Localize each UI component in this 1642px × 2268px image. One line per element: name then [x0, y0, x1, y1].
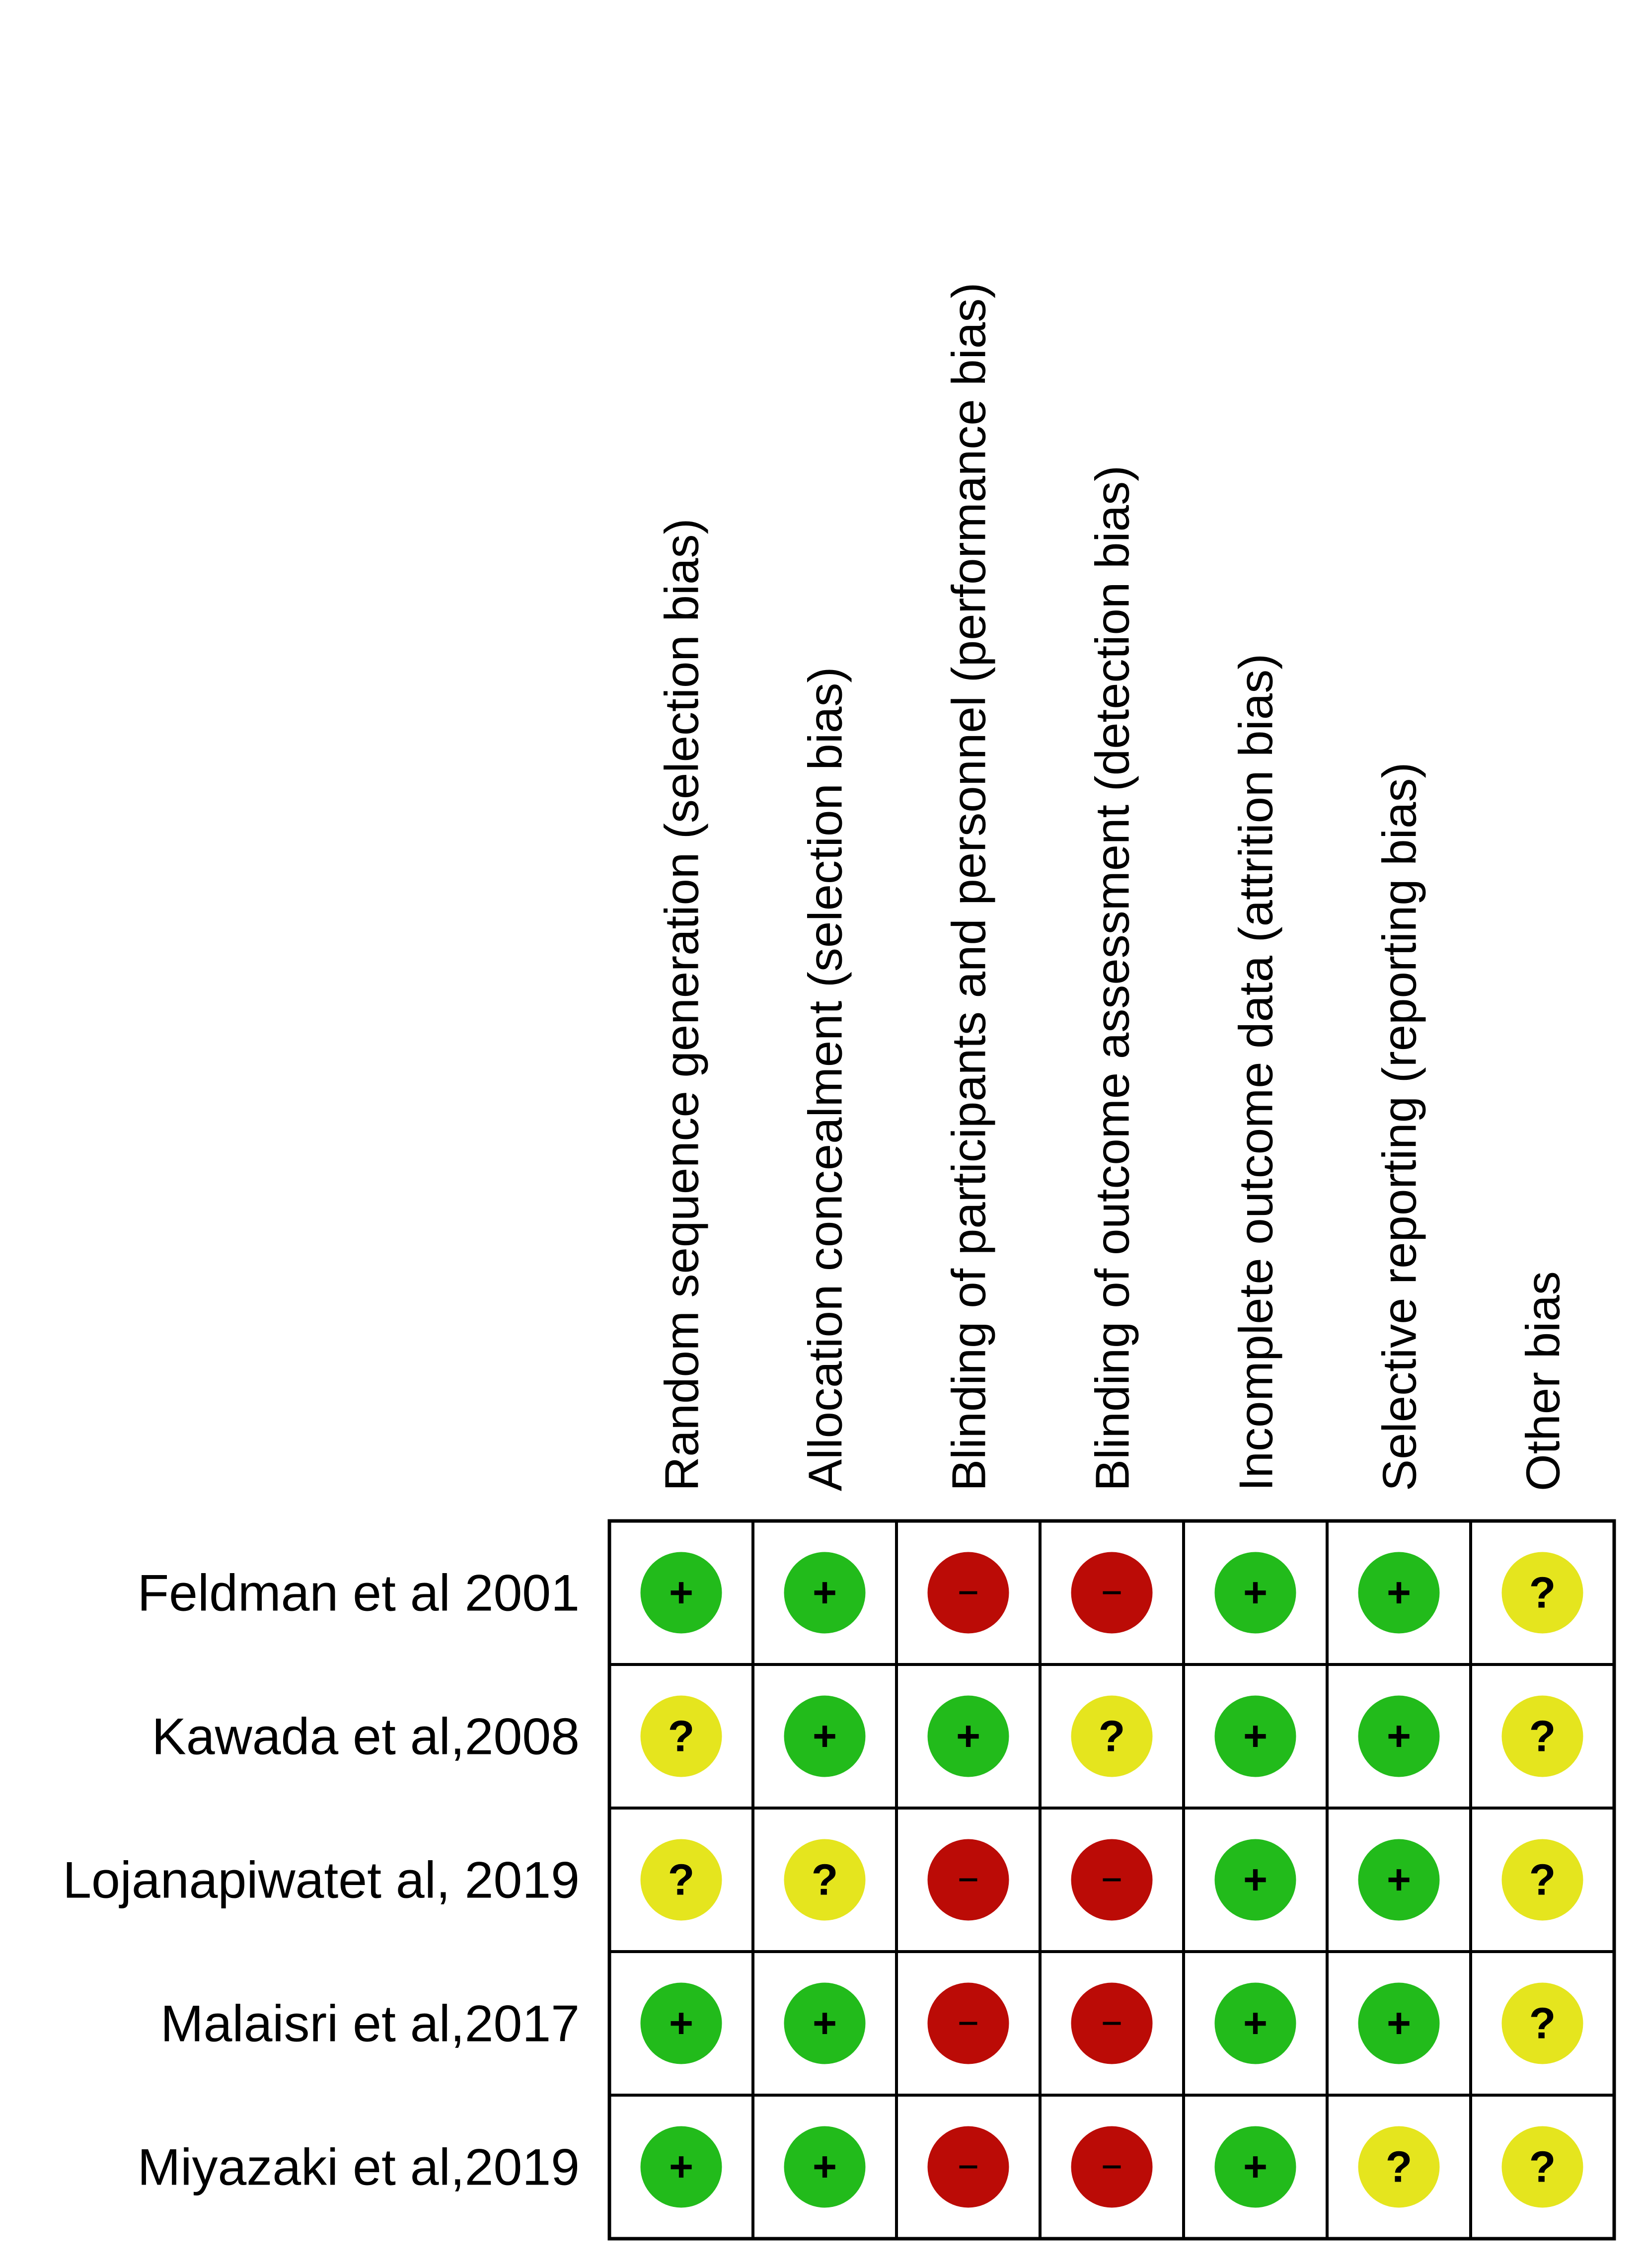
study-label-miyazaki-et-al-2019: Miyazaki et al,2019: [137, 2138, 580, 2196]
minus-icon: [960, 1591, 977, 1594]
rating-mark-low-r4-c2: [784, 1983, 866, 2064]
column-header-selective-reporting-reporting-bias: Selective reporting (reporting bias): [1373, 762, 1426, 1491]
minus-icon: [1103, 2166, 1121, 2169]
rating-mark-high-r5-c3: [928, 2126, 1009, 2208]
question-icon: ?: [1385, 2142, 1413, 2192]
rating-mark-high-r1-c4: [1071, 1552, 1153, 1634]
rating-mark-high-r3-c3: [928, 1839, 1009, 1921]
question-icon: ?: [1529, 1855, 1556, 1904]
study-labels: [63, 1565, 580, 2196]
rating-mark-low-r4-c1: [641, 1983, 722, 2064]
plus-icon: +: [1243, 1712, 1268, 1759]
plus-icon: +: [669, 2143, 694, 2190]
question-icon: ?: [1529, 1711, 1556, 1761]
rating-mark-low-r2-c3: [928, 1696, 1009, 1777]
rating-mark-low-r5-c1: [641, 2126, 722, 2208]
column-header-blinding-of-participants-and-personnel-performance-bias: Blinding of participants and personnel (performance bias): [942, 282, 996, 1491]
rating-mark-high-r4-c3: [928, 1983, 1009, 2064]
minus-icon: [960, 1879, 977, 1882]
question-icon: ?: [811, 1855, 838, 1904]
rating-mark-unclear-r3-c2: [784, 1839, 866, 1921]
column-header-incomplete-outcome-data-attrition-bias: Incomplete outcome data (attrition bias): [1229, 653, 1283, 1491]
column-header-random-sequence-generation-selection-bias: Random sequence generation (selection bias): [655, 518, 709, 1491]
rating-mark-low-r2-c5: [1215, 1696, 1296, 1777]
rating-mark-unclear-r2-c1: [641, 1696, 722, 1777]
minus-icon: [1103, 1879, 1121, 1882]
minus-icon: [960, 2022, 977, 2025]
plus-icon: +: [1243, 2143, 1268, 2190]
rating-mark-high-r1-c3: [928, 1552, 1009, 1634]
rating-mark-low-r4-c6: [1358, 1983, 1440, 2064]
rating-mark-unclear-r3-c1: [641, 1839, 722, 1921]
question-icon: ?: [668, 1855, 695, 1904]
rating-mark-low-r5-c2: [784, 2126, 866, 2208]
study-label-malaisri-et-al-2017: Malaisri et al,2017: [160, 1995, 580, 2053]
plus-icon: +: [1386, 1569, 1412, 1616]
rating-mark-low-r1-c5: [1215, 1552, 1296, 1634]
question-icon: ?: [1529, 2142, 1556, 2192]
plus-icon: +: [812, 1999, 837, 2046]
plus-icon: +: [1243, 1569, 1268, 1616]
rating-mark-high-r5-c4: [1071, 2126, 1153, 2208]
minus-icon: [1103, 1591, 1121, 1594]
assessment-marks: [641, 1552, 1583, 2208]
column-header-allocation-concealment-selection-bias: Allocation concealment (selection bias): [799, 667, 852, 1491]
plus-icon: +: [812, 2143, 837, 2190]
rating-mark-low-r2-c6: [1358, 1696, 1440, 1777]
rating-mark-unclear-r5-c7: [1502, 2126, 1583, 2208]
plus-icon: +: [1386, 1712, 1412, 1759]
domain-headers: [656, 283, 1570, 1491]
study-label-lojanapiwatet-al-2019: Lojanapiwatet al, 2019: [63, 1851, 580, 1909]
rating-mark-unclear-r2-c7: [1502, 1696, 1583, 1777]
plus-icon: +: [1386, 1856, 1412, 1903]
rating-mark-low-r2-c2: [784, 1696, 866, 1777]
rating-mark-low-r3-c6: [1358, 1839, 1440, 1921]
minus-icon: [1103, 2022, 1121, 2025]
column-header-blinding-of-outcome-assessment-detection-bias: Blinding of outcome assessment (detection bias): [1086, 465, 1139, 1491]
study-label-feldman-et-al-2001: Feldman et al 2001: [137, 1564, 580, 1622]
study-label-kawada-et-al-2008: Kawada et al,2008: [151, 1708, 580, 1766]
rating-mark-unclear-r4-c7: [1502, 1983, 1583, 2064]
rating-mark-low-r4-c5: [1215, 1983, 1296, 2064]
rating-mark-unclear-r1-c7: [1502, 1552, 1583, 1634]
column-header-other-bias: Other bias: [1516, 1271, 1570, 1491]
plus-icon: +: [669, 1999, 694, 2046]
rating-mark-unclear-r2-c4: [1071, 1696, 1153, 1777]
plus-icon: +: [812, 1569, 837, 1616]
plus-icon: +: [669, 1569, 694, 1616]
plus-icon: +: [1243, 1999, 1268, 2046]
minus-icon: [960, 2166, 977, 2169]
rating-mark-high-r3-c4: [1071, 1839, 1153, 1921]
rating-mark-low-r1-c1: [641, 1552, 722, 1634]
question-icon: ?: [1098, 1711, 1125, 1761]
question-icon: ?: [1529, 1568, 1556, 1617]
plus-icon: +: [1386, 1999, 1412, 2046]
question-icon: ?: [668, 1711, 695, 1761]
plus-icon: +: [956, 1712, 981, 1759]
question-icon: ?: [1529, 1998, 1556, 2048]
rating-mark-low-r3-c5: [1215, 1839, 1296, 1921]
rating-mark-low-r1-c2: [784, 1552, 866, 1634]
plus-icon: +: [812, 1712, 837, 1759]
rating-mark-unclear-r5-c6: [1358, 2126, 1440, 2208]
plus-icon: +: [1243, 1856, 1268, 1903]
rating-mark-low-r5-c5: [1215, 2126, 1296, 2208]
rating-mark-unclear-r3-c7: [1502, 1839, 1583, 1921]
rating-mark-high-r4-c4: [1071, 1983, 1153, 2064]
rating-mark-low-r1-c6: [1358, 1552, 1440, 1634]
